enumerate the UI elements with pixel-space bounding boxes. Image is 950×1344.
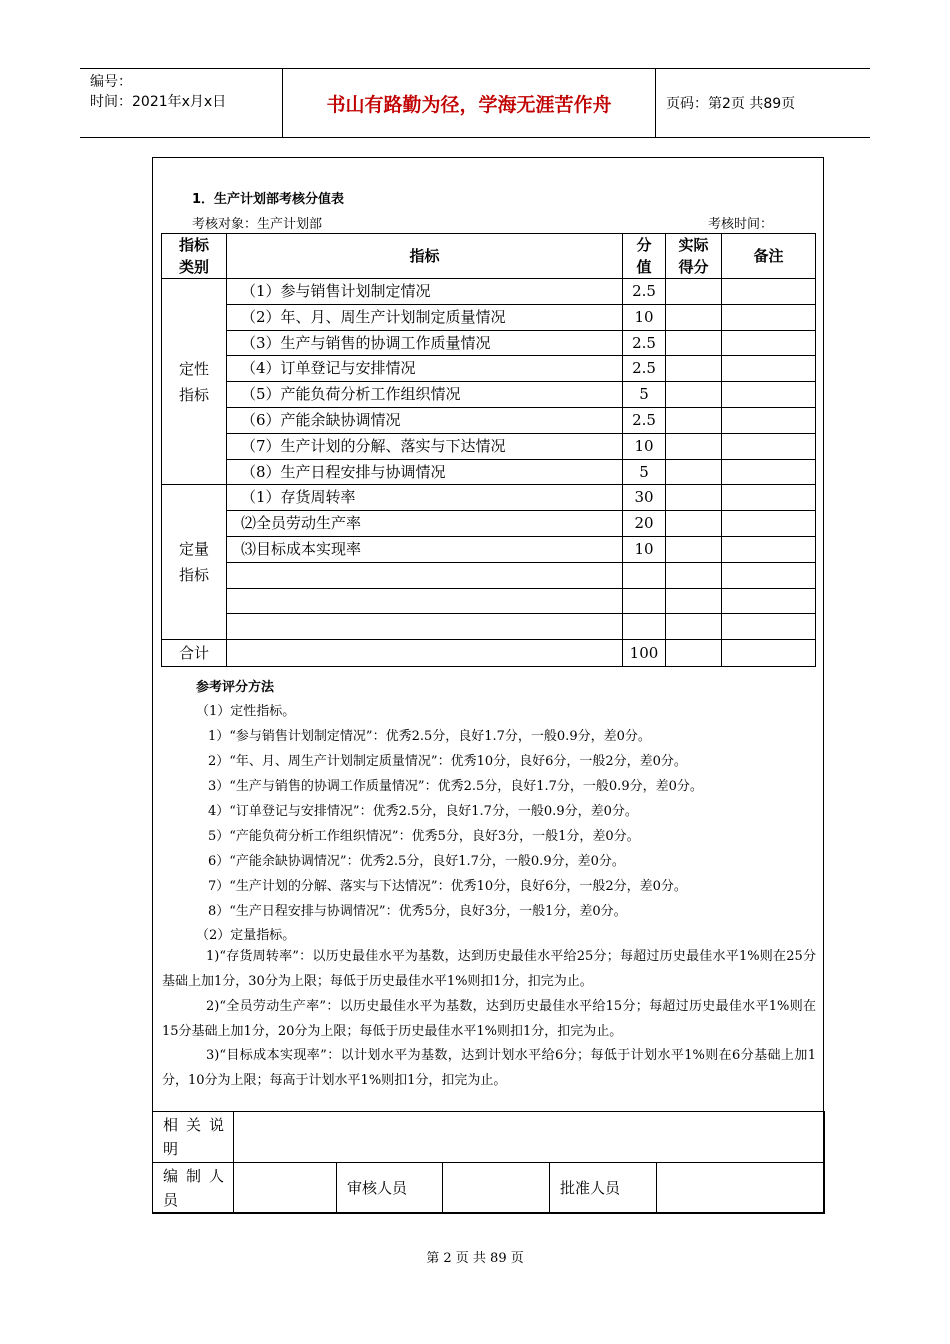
indicator-cell: （6）产能余缺协调情况	[227, 407, 623, 433]
remark-cell	[722, 562, 816, 588]
indicator-cell	[227, 562, 623, 588]
indicator-cell: （2）年、月、周生产计划制定质量情况	[227, 304, 623, 330]
indicator-cell: ⑶目标成本实现率	[227, 536, 623, 562]
actual-cell	[666, 304, 722, 330]
total-row	[162, 640, 816, 667]
remark-cell	[722, 536, 816, 562]
actual-cell	[666, 588, 722, 614]
indicator-cell: （4）订单登记与安排情况	[227, 356, 623, 382]
remark-cell	[722, 485, 816, 511]
table-header-row	[162, 234, 816, 279]
indicator-cell: （1）存货周转率	[227, 485, 623, 511]
table-row	[162, 485, 816, 511]
time-label: 时间：2021年x月x日	[90, 94, 227, 110]
remark-cell	[722, 433, 816, 459]
table-row	[162, 356, 816, 382]
score-cell: 2.5	[623, 407, 666, 433]
score-cell: 10	[623, 304, 666, 330]
qualitative-rule: 7）“生产计划的分解、落实与下达情况”：优秀10分，良好6分，一般2分，差0分。	[208, 879, 687, 894]
total-score: 100	[623, 640, 666, 667]
score-cell: 20	[623, 511, 666, 537]
qualitative-rule: 8）“生产日程安排与协调情况”：优秀5分，良好3分，一般1分，差0分。	[208, 904, 627, 919]
table-row	[162, 511, 816, 537]
total-label: 合计	[162, 640, 227, 667]
related-notes-row	[153, 1112, 825, 1163]
actual-cell	[666, 562, 722, 588]
related-notes-label: 相关说 明	[153, 1112, 234, 1163]
remark-cell	[722, 588, 816, 614]
section-title: 1．生产计划部考核分值表	[192, 192, 345, 207]
indicator-cell: （7）生产计划的分解、落实与下达情况	[227, 433, 623, 459]
signature-row	[153, 1163, 825, 1214]
table-row	[162, 330, 816, 356]
signature-table	[152, 1111, 825, 1214]
header-motto: 书山有路勤为径，学海无涯苦作舟	[326, 93, 612, 116]
actual-cell	[666, 279, 722, 305]
qualitative-rule: 3）“生产与销售的协调工作质量情况”：优秀2.5分，良好1.7分，一般0.9分，差0分。	[208, 779, 703, 794]
col-remark: 备注	[722, 234, 816, 279]
reference-title: 参考评分方法	[196, 680, 275, 695]
col-category: 指标 类别	[162, 234, 227, 279]
actual-cell	[666, 407, 722, 433]
score-cell: 30	[623, 485, 666, 511]
reviewer-cell	[443, 1163, 550, 1214]
indicator-cell: （3）生产与销售的协调工作质量情况	[227, 330, 623, 356]
page-header	[80, 68, 870, 138]
table-row	[162, 459, 816, 485]
quantitative-heading: （2）定量指标。	[196, 928, 296, 943]
table-row	[162, 279, 816, 305]
score-table	[161, 233, 816, 667]
table-row	[162, 382, 816, 408]
qualitative-rule: 2）“年、月、周生产计划制定质量情况”：优秀10分，良好6分，一般2分，差0分。	[208, 754, 687, 769]
col-score: 分 值	[623, 234, 666, 279]
remark-cell	[722, 614, 816, 640]
remark-cell	[722, 330, 816, 356]
assess-time: 考核时间：	[708, 217, 774, 232]
col-actual: 实际 得分	[666, 234, 722, 279]
qualitative-rule: 5）“产能负荷分析工作组织情况”：优秀5分，良好3分，一般1分，差0分。	[208, 829, 640, 844]
indicator-cell: （1）参与销售计划制定情况	[227, 279, 623, 305]
number-label: 编号：	[90, 74, 132, 90]
table-row	[162, 588, 816, 614]
table-row	[162, 536, 816, 562]
reviewer-label: 审核人员	[337, 1163, 443, 1214]
approver-cell	[657, 1163, 825, 1214]
remark-cell	[722, 304, 816, 330]
quantitative-category: 定量 指标	[162, 485, 227, 640]
table-row	[162, 614, 816, 640]
remark-cell	[722, 459, 816, 485]
qualitative-category: 定性 指标	[162, 279, 227, 485]
actual-cell	[666, 459, 722, 485]
table-row	[162, 407, 816, 433]
approver-label: 批准人员	[550, 1163, 657, 1214]
actual-cell	[666, 382, 722, 408]
col-indicator: 指标	[227, 234, 623, 279]
actual-cell	[666, 485, 722, 511]
page-info: 页码：第2页 共89页	[666, 96, 796, 112]
page-footer: 第 2 页 共 89 页	[426, 1251, 524, 1266]
quantitative-rule: 1)“存货周转率”：以历史最佳水平为基数，达到历史最佳水平给25分；每超过历史最佳水平1%则在25分基础上加1分，30分为上限；每低于历史最佳水平1%则扣1分，扣完为止。	[162, 949, 816, 989]
header-left	[90, 72, 226, 112]
table-row	[162, 433, 816, 459]
actual-cell	[666, 536, 722, 562]
score-cell: 2.5	[623, 356, 666, 382]
remark-cell	[722, 382, 816, 408]
indicator-cell	[227, 614, 623, 640]
remark-cell	[722, 407, 816, 433]
indicator-cell	[227, 588, 623, 614]
score-cell: 10	[623, 433, 666, 459]
score-cell	[623, 588, 666, 614]
score-cell	[623, 562, 666, 588]
qualitative-rule: 1）“参与销售计划制定情况”：优秀2.5分，良好1.7分，一般0.9分，差0分。	[208, 729, 651, 744]
score-cell: 2.5	[623, 330, 666, 356]
assess-object: 考核对象：生产计划部	[192, 217, 323, 232]
score-cell	[623, 614, 666, 640]
actual-cell	[666, 356, 722, 382]
remark-cell	[722, 511, 816, 537]
header-divider	[655, 69, 656, 137]
score-cell: 5	[623, 382, 666, 408]
score-cell: 5	[623, 459, 666, 485]
editor-cell	[234, 1163, 337, 1214]
qualitative-rule: 6）“产能余缺协调情况”：优秀2.5分，良好1.7分，一般0.9分，差0分。	[208, 854, 625, 869]
remark-cell	[722, 640, 816, 667]
actual-cell	[666, 330, 722, 356]
table-row	[162, 562, 816, 588]
indicator-cell: ⑵全员劳动生产率	[227, 511, 623, 537]
qualitative-rule: 4）“订单登记与安排情况”：优秀2.5分，良好1.7分，一般0.9分，差0分。	[208, 804, 638, 819]
table-row	[162, 304, 816, 330]
score-cell: 2.5	[623, 279, 666, 305]
indicator-cell: （5）产能负荷分析工作组织情况	[227, 382, 623, 408]
quantitative-rule: 2)“全员劳动生产率”：以历史最佳水平为基数，达到历史最佳水平给15分；每超过历史最佳水平1%则在15分基础上加1分，20分为上限；每低于历史最佳水平1%则扣1分，扣完为止。	[162, 999, 816, 1039]
actual-cell	[666, 614, 722, 640]
actual-cell	[666, 511, 722, 537]
score-cell: 10	[623, 536, 666, 562]
indicator-cell: （8）生产日程安排与协调情况	[227, 459, 623, 485]
actual-cell	[666, 433, 722, 459]
actual-cell	[666, 640, 722, 667]
editor-label: 编制人 员	[153, 1163, 234, 1214]
quantitative-rule: 3)“目标成本实现率”：以计划水平为基数，达到计划水平给6分；每低于计划水平1%则在6分基础上加1分，10分为上限；每高于计划水平1%则扣1分，扣完为止。	[162, 1048, 816, 1088]
related-notes-cell	[234, 1112, 825, 1163]
indicator-cell	[227, 640, 623, 667]
qualitative-heading: （1）定性指标。	[196, 704, 296, 719]
remark-cell	[722, 279, 816, 305]
remark-cell	[722, 356, 816, 382]
